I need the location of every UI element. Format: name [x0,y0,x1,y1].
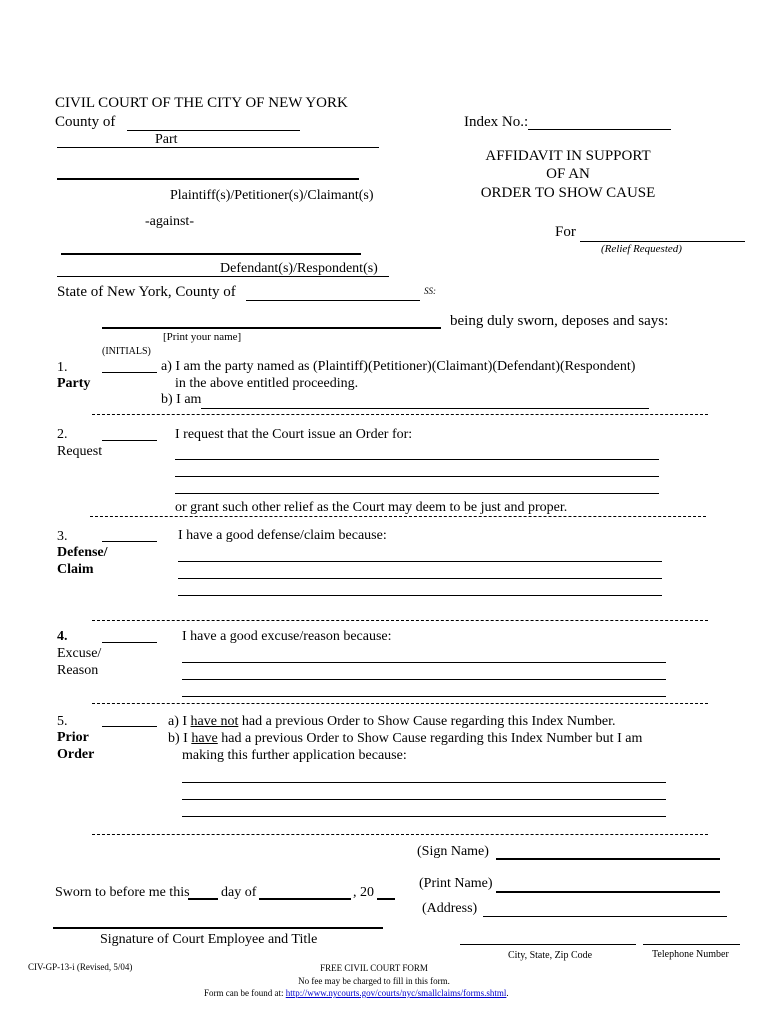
print-name-hint: [Print your name] [163,331,242,343]
section-divider [92,414,708,415]
sworn-day-field[interactable] [188,898,218,900]
city-state-zip-field[interactable] [460,944,636,945]
city-state-zip-label: City, State, Zip Code [508,950,593,961]
telephone-label: Telephone Number [652,949,729,960]
section1-initials-field[interactable] [102,372,157,373]
state-county-label: State of New York, County of [57,284,236,300]
address-field[interactable] [483,916,727,917]
section2-title: Request [57,444,103,459]
sworn-year-field[interactable] [377,898,395,900]
plaintiff-label: Plaintiff(s)/Petitioner(s)/Claimant(s) [170,188,374,203]
doc-title-line2: OF AN [546,166,590,182]
section-divider [92,703,708,704]
doc-title-line3: ORDER TO SHOW CAUSE [480,185,656,201]
relief-label: (Relief Requested) [601,243,682,255]
against-label: -against- [145,214,194,229]
section5-line[interactable] [182,816,666,817]
section1-option-a: a) I am the party named as (Plaintiff)(Petitioner)(Claimant)(Defendant)(Respondent) [161,359,636,374]
doc-title-line1: AFFIDAVIT IN SUPPORT [485,148,651,164]
address-label: (Address) [422,901,478,916]
section2-line[interactable] [175,459,659,460]
part-label: Part [155,132,178,147]
county-field[interactable] [127,130,300,131]
section5-line[interactable] [182,799,666,800]
section3-line[interactable] [178,595,662,596]
day-of-label: day of [221,885,257,900]
sworn-before-label: Sworn to before me this [55,885,190,900]
sign-name-label: (Sign Name) [417,844,489,859]
index-label: Index No.: [464,114,529,130]
section2-initials-field[interactable] [102,440,157,441]
section1-option-b: b) I am [161,392,202,407]
section3-initials-field[interactable] [102,541,157,542]
free-form-notice: FREE CIVIL COURT FORM [320,963,428,973]
form-location: Form can be found at: http://www.nycourts.gov/courts/nyc/smallclaims/forms.shtml. [204,988,509,998]
section3-text: I have a good defense/claim because: [178,528,387,543]
plaintiff-name-field[interactable] [57,178,359,180]
section3-line[interactable] [178,561,662,562]
section5-line[interactable] [182,782,666,783]
print-name-label: (Print Name) [419,876,493,891]
sworn-statement: being duly sworn, deposes and says: [450,313,669,329]
form-url-link[interactable]: http://www.nycourts.gov/courts/nyc/smallclaims/forms.shtml [285,988,507,998]
section1-number: 1. [57,360,68,375]
initials-label: (INITIALS) [102,346,151,357]
sign-name-field[interactable] [496,858,720,860]
section3-title-1: Defense/ [57,545,108,560]
section5-number: 5. [57,714,68,729]
section3-number: 3. [57,529,68,544]
section-divider [92,620,708,621]
section4-number: 4. [57,629,68,644]
section5-option-a: a) I have not had a previous Order to Show Cause regarding this Index Number. [168,714,616,729]
print-name-field[interactable] [496,891,720,893]
section4-title-1: Excuse/ [57,646,102,661]
defendant-name-field-1[interactable] [61,253,361,255]
section1-option-a-cont: in the above entitled proceeding. [175,376,359,391]
sworn-month-field[interactable] [259,898,351,900]
court-title: CIVIL COURT OF THE CITY OF NEW YORK [55,95,348,111]
section4-line[interactable] [182,696,666,697]
section5-title-2: Order [57,747,95,762]
defendant-name-field-2[interactable] [57,276,389,277]
no-fee-notice: No fee may be charged to fill in this form. [298,976,450,986]
venue-county-field[interactable] [246,300,420,301]
section1-i-am-field[interactable] [201,408,649,409]
year-label: , 20 [353,885,374,900]
telephone-field[interactable] [643,944,740,945]
section5-title-1: Prior [57,730,89,745]
for-label: For [555,224,576,240]
ss-label: SS: [424,286,436,296]
section2-text: I request that the Court issue an Order for: [175,427,413,442]
section4-line[interactable] [182,662,666,663]
court-employee-signature-field[interactable] [53,927,383,929]
affiant-name-field[interactable] [102,327,441,329]
defendant-label: Defendant(s)/Respondent(s) [220,261,378,276]
section5-option-b: b) I have had a previous Order to Show Cause regarding this Index Number but I am [168,731,643,746]
index-number-field[interactable] [528,129,671,130]
section-divider [90,516,706,517]
section3-line[interactable] [178,578,662,579]
section1-title: Party [57,376,91,391]
section4-title-2: Reason [57,663,99,678]
section4-initials-field[interactable] [102,642,157,643]
part-field[interactable] [57,147,379,148]
section2-line[interactable] [175,476,659,477]
form-id: CIV-GP-13-i (Revised, 5/04) [28,962,133,972]
section2-number: 2. [57,427,68,442]
section4-line[interactable] [182,679,666,680]
county-label: County of [55,114,116,130]
section5-option-b-cont: making this further application because: [182,748,407,763]
section5-initials-field[interactable] [102,726,157,727]
section-divider [92,834,708,835]
relief-requested-field[interactable] [580,241,745,242]
section2-line[interactable] [175,493,659,494]
court-employee-label: Signature of Court Employee and Title [100,932,318,947]
section2-closing: or grant such other relief as the Court may deem to be just and proper. [175,500,568,515]
section4-text: I have a good excuse/reason because: [182,629,392,644]
section3-title-2: Claim [57,562,94,577]
